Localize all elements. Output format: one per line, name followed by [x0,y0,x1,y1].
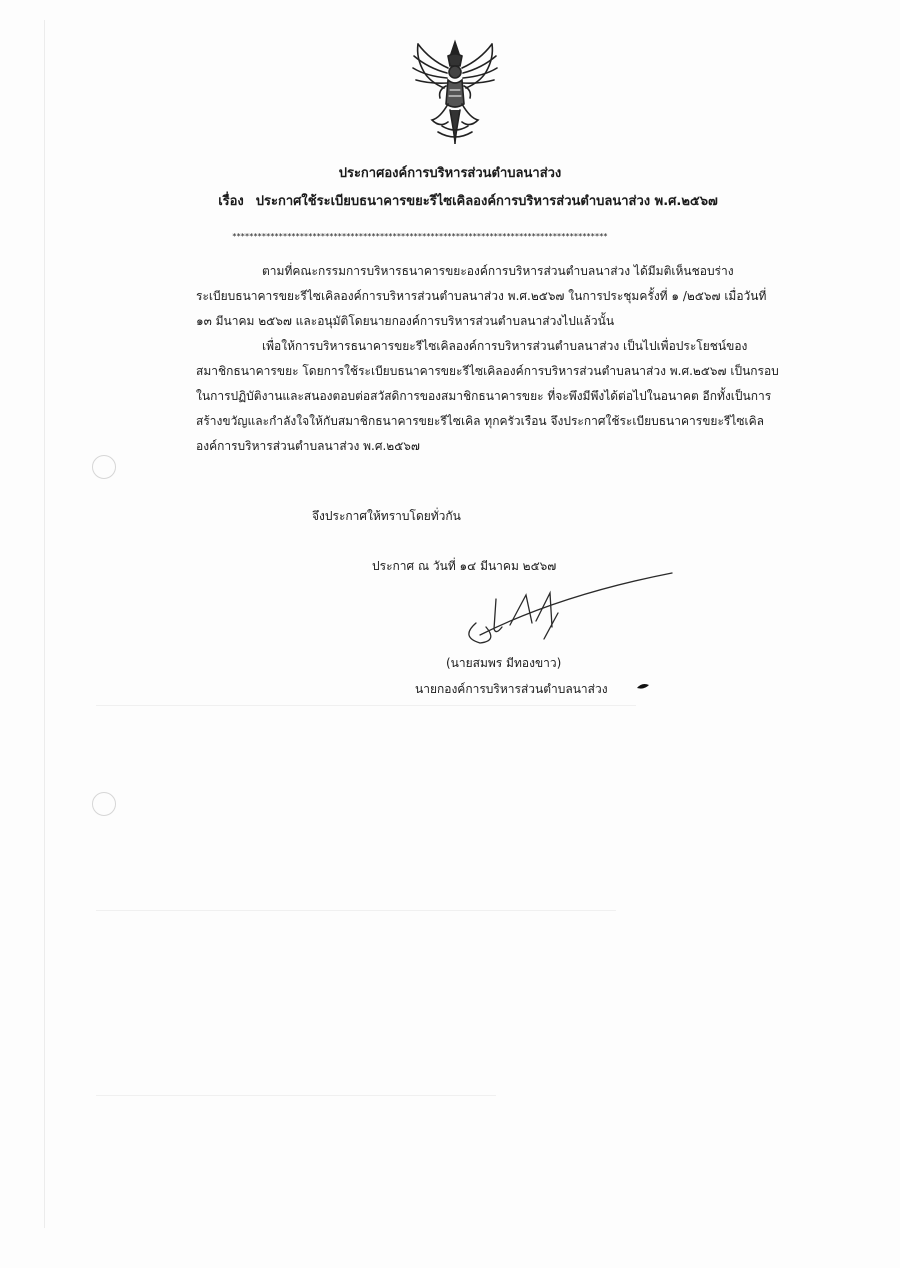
punch-hole [92,792,116,816]
separator-line: ***************************************************************************************** [232,232,608,241]
closing-line: จึงประกาศให้ทราบโดยทั่วกัน [312,509,461,523]
body-line: เพื่อให้การบริหารธนาคารขยะรีไซเคิลองค์การบริหารส่วนตำบลนาส่วง เป็นไปเพื่อประโยชน์ของ [262,339,748,353]
signer-name: (นายสมพร มีทองขาว) [446,656,562,670]
subject-title [18,190,900,211]
show-through-line [96,910,616,911]
subject-label: เรื่อง [218,194,244,209]
body-line: ๑๓ มีนาคม ๒๕๖๗ และอนุมัติโดยนายกองค์การบริหารส่วนตำบลนาส่วงไปแล้วนั้น [196,314,615,328]
announcement-date: ประกาศ ณ วันที่ ๑๔ มีนาคม ๒๕๖๗ [372,559,557,573]
show-through-line [96,1095,496,1096]
subject-text: ประกาศใช้ระเบียบธนาคารขยะรีไซเคิลองค์การบริหารส่วนตำบลนาส่วง พ.ศ.๒๕๖๗ [255,194,718,209]
signer-title: นายกองค์การบริหารส่วนตำบลนาส่วง [415,682,608,696]
issuer-title: ประกาศองค์การบริหารส่วนตำบลนาส่วง [338,166,562,181]
garuda-emblem-icon [410,38,500,148]
signature-icon [440,565,680,655]
punch-hole [92,455,116,479]
body-line: ในการปฏิบัติงานและสนองตอบต่อสวัสดิการของสมาชิกธนาคารขยะ ที่จะพึงมีพึงได้ต่อไปในอนาคต อีกทั้งเป็นการ [196,389,772,403]
ink-mark-icon [636,682,650,692]
body-line: ตามที่คณะกรรมการบริหารธนาคารขยะองค์การบริหารส่วนตำบลนาส่วง ได้มีมติเห็นชอบร่าง [262,264,734,278]
body-line: สมาชิกธนาคารขยะ โดยการใช้ระเบียบธนาคารขยะรีไซเคิลองค์การบริหารส่วนตำบลนาส่วง พ.ศ.๒๕๖๗ เป็นกรอบ [196,364,779,378]
body-line: ระเบียบธนาคารขยะรีไซเคิลองค์การบริหารส่วนตำบลนาส่วง พ.ศ.๒๕๖๗ ในการประชุมครั้งที่ ๑ /๒๕๖๗ เมื่อวันที่ [196,289,767,303]
show-through-line [96,705,636,706]
body-line: สร้างขวัญและกำลังใจให้กับสมาชิกธนาคารขยะรีไซเคิล ทุกครัวเรือน จึงประกาศใช้ระเบียบธนาคารขยะรีไซเคิล [196,414,764,428]
body-line: องค์การบริหารส่วนตำบลนาส่วง พ.ศ.๒๕๖๗ [196,439,420,453]
